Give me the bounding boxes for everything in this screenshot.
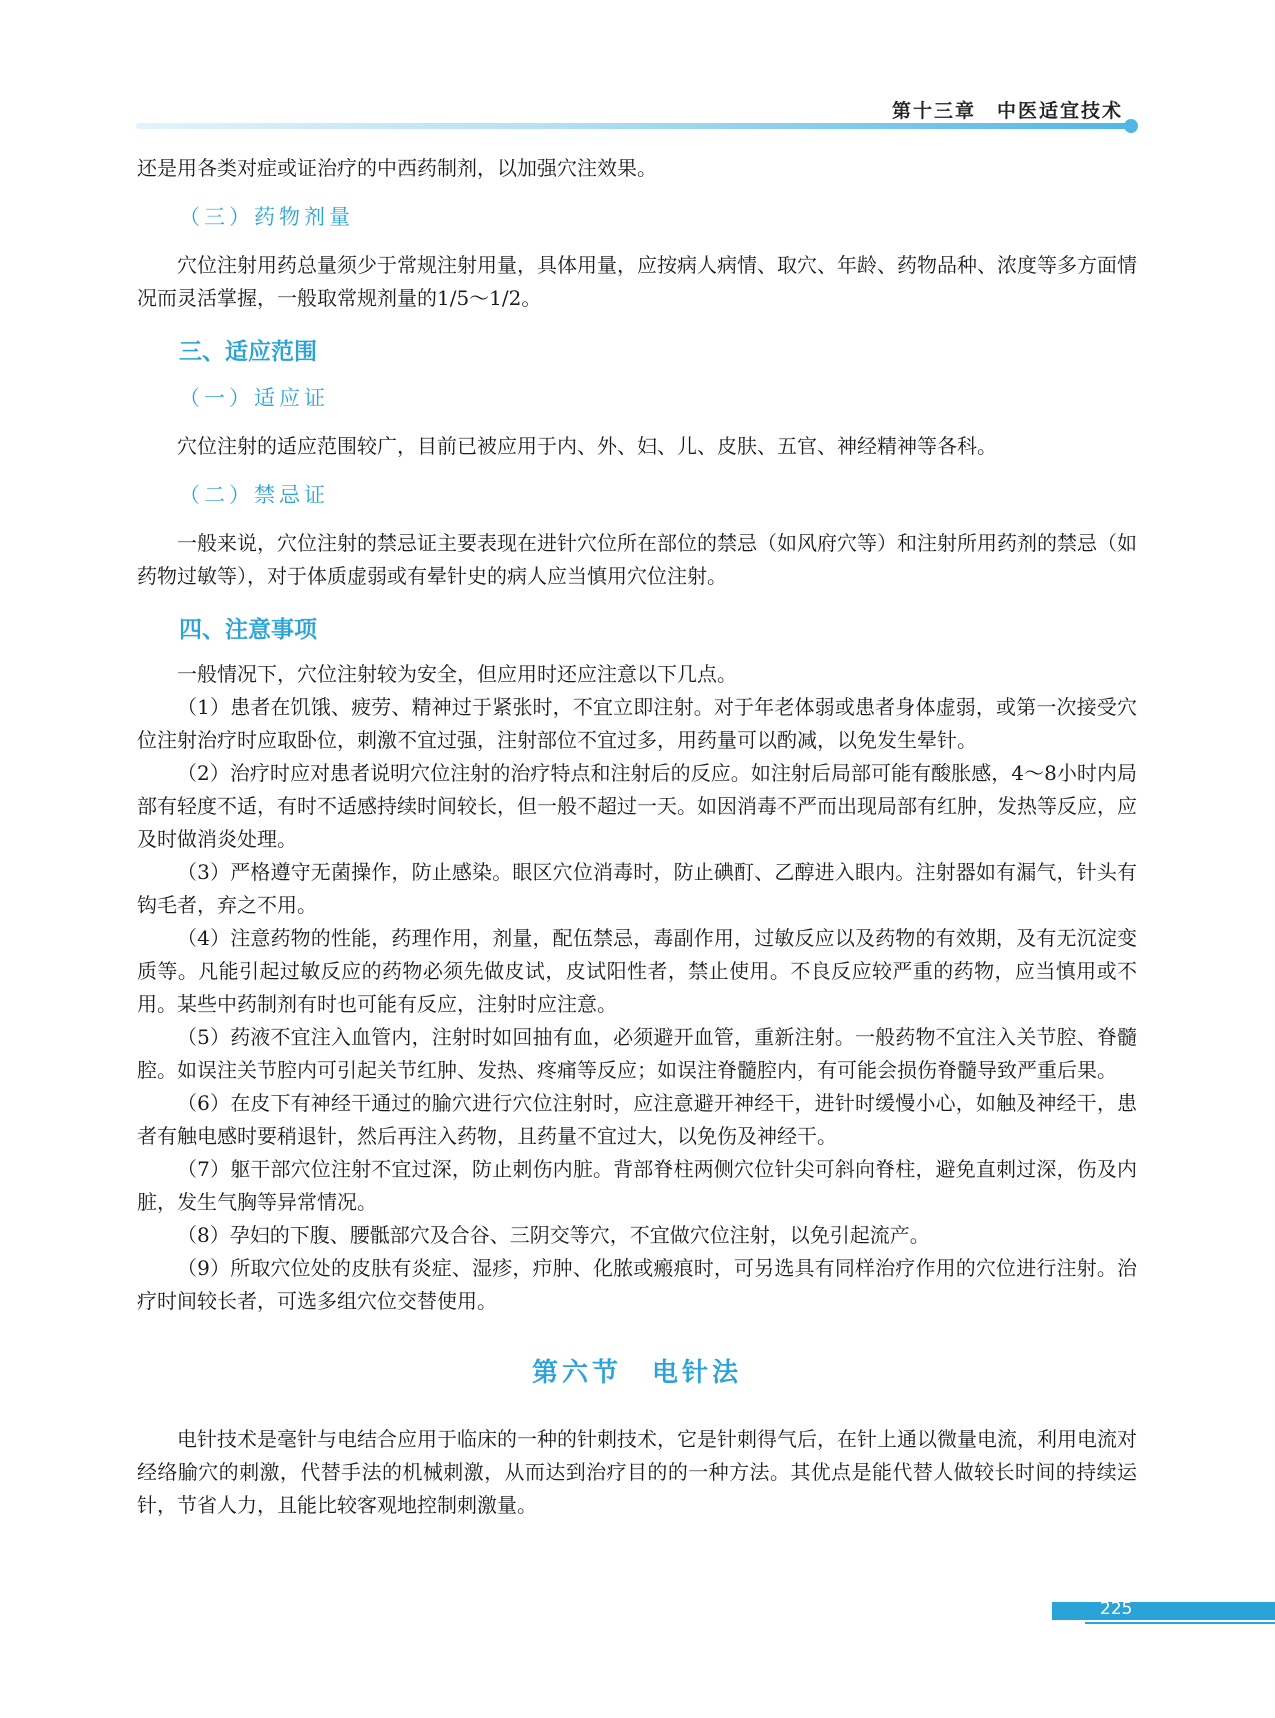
paragraph-indications: 穴位注射的适应范围较广，目前已被应用于内、外、妇、儿、皮肤、五官、神经精神等各科。 — [177, 434, 997, 458]
page-number-underline — [1085, 1622, 1275, 1624]
precaution-item: （8）孕妇的下腹、腰骶部穴及合谷、三阴交等穴，不宜做穴位注射，以免引起流产。 — [177, 1223, 930, 1247]
precaution-item: （3）严格遵守无菌操作，防止感染。眼区穴位消毒时，防止碘酊、乙醇进入眼内。注射器如有漏气，针头有钩毛者，弃之不用。 — [137, 860, 1137, 917]
precaution-item: （2）治疗时应对患者说明穴位注射的治疗特点和注射后的反应。如注射后局部可能有酸胀感，4～8小时内局部有轻度不适，有时不适感持续时间较长，但一般不超过一天。如因消毒不严而出现局部有红肿，发热等反应，应及时做消炎处理。 — [137, 761, 1137, 851]
precaution-item: （9）所取穴位处的皮肤有炎症、湿疹，疖肿、化脓或瘢痕时，可另选具有同样治疗作用的穴位进行注射。治疗时间较长者，可选多组穴位交替使用。 — [137, 1256, 1137, 1313]
precaution-item: （5）药液不宜注入血管内，注射时如回抽有血，必须避开血管，重新注射。一般药物不宜注入关节腔、脊髓腔。如误注关节腔内可引起关节红肿、发热、疼痛等反应；如误注脊髓腔内，有可能会损伤脊髓导致严重后果。 — [137, 1025, 1137, 1082]
subheading-dosage: （三）药物剂量 — [179, 205, 354, 229]
paragraph-precautions-intro: 一般情况下，穴位注射较为安全，但应用时还应注意以下几点。 — [177, 662, 737, 686]
chapter-header: 第十三章 中医适宜技术 — [891, 100, 1123, 122]
subheading-indications: （一）适应证 — [179, 386, 329, 410]
precaution-item: （1）患者在饥饿、疲劳、精神过于紧张时，不宜立即注射。对于年老体弱或患者身体虚弱，或第一次接受穴位注射治疗时应取卧位，刺激不宜过强，注射部位不宜过多，用药量可以酌减，以免发生晕针。 — [137, 695, 1137, 752]
paragraph-continued: 还是用各类对症或证治疗的中西药制剂，以加强穴注效果。 — [137, 156, 657, 180]
precaution-item: （6）在皮下有神经干通过的腧穴进行穴位注射时，应注意避开神经干，进针时缓慢小心，如触及神经干，患者有触电感时要稍退针，然后再注入药物，且药量不宜过大，以免伤及神经干。 — [137, 1091, 1137, 1148]
page-body — [137, 152, 1137, 1522]
heading-scope: 三、适应范围 — [179, 339, 317, 365]
section-title: 第六节 电针法 — [531, 1358, 742, 1388]
precaution-item: （4）注意药物的性能，药理作用，剂量，配伍禁忌，毒副作用，过敏反应以及药物的有效期，及有无沉淀变质等。凡能引起过敏反应的药物必须先做皮试，皮试阳性者，禁止使用。不良反应较严重的药物，应当慎用或不用。某些中药制剂有时也可能有反应，注射时应注意。 — [137, 926, 1137, 1016]
header-rule — [136, 123, 1132, 129]
heading-precautions: 四、注意事项 — [179, 617, 317, 643]
paragraph-dosage: 穴位注射用药总量须少于常规注射用量，具体用量，应按病人病情、取穴、年龄、药物品种、浓度等多方面情况而灵活掌握，一般取常规剂量的1/5～1/2。 — [137, 253, 1137, 310]
page-number-bar — [1052, 1602, 1275, 1620]
precaution-item: （7）躯干部穴位注射不宜过深，防止刺伤内脏。背部脊柱两侧穴位针尖可斜向脊柱，避免直刺过深，伤及内脏，发生气胸等异常情况。 — [137, 1157, 1137, 1214]
paragraph-contraindications: 一般来说，穴位注射的禁忌证主要表现在进针穴位所在部位的禁忌（如风府穴等）和注射所用药剂的禁忌（如药物过敏等），对于体质虚弱或有晕针史的病人应当慎用穴位注射。 — [137, 531, 1137, 588]
page-number: 225 — [1100, 1599, 1133, 1619]
subheading-contraindications: （二）禁忌证 — [179, 483, 329, 507]
header-rule-dot — [1124, 119, 1138, 133]
paragraph-electroacupuncture: 电针技术是毫针与电结合应用于临床的一种的针刺技术，它是针刺得气后，在针上通以微量电流，利用电流对经络腧穴的刺激，代替手法的机械刺激，从而达到治疗目的的一种方法。其优点是能代替人做较长时间的持续运针，节省人力，且能比较客观地控制刺激量。 — [137, 1427, 1137, 1517]
